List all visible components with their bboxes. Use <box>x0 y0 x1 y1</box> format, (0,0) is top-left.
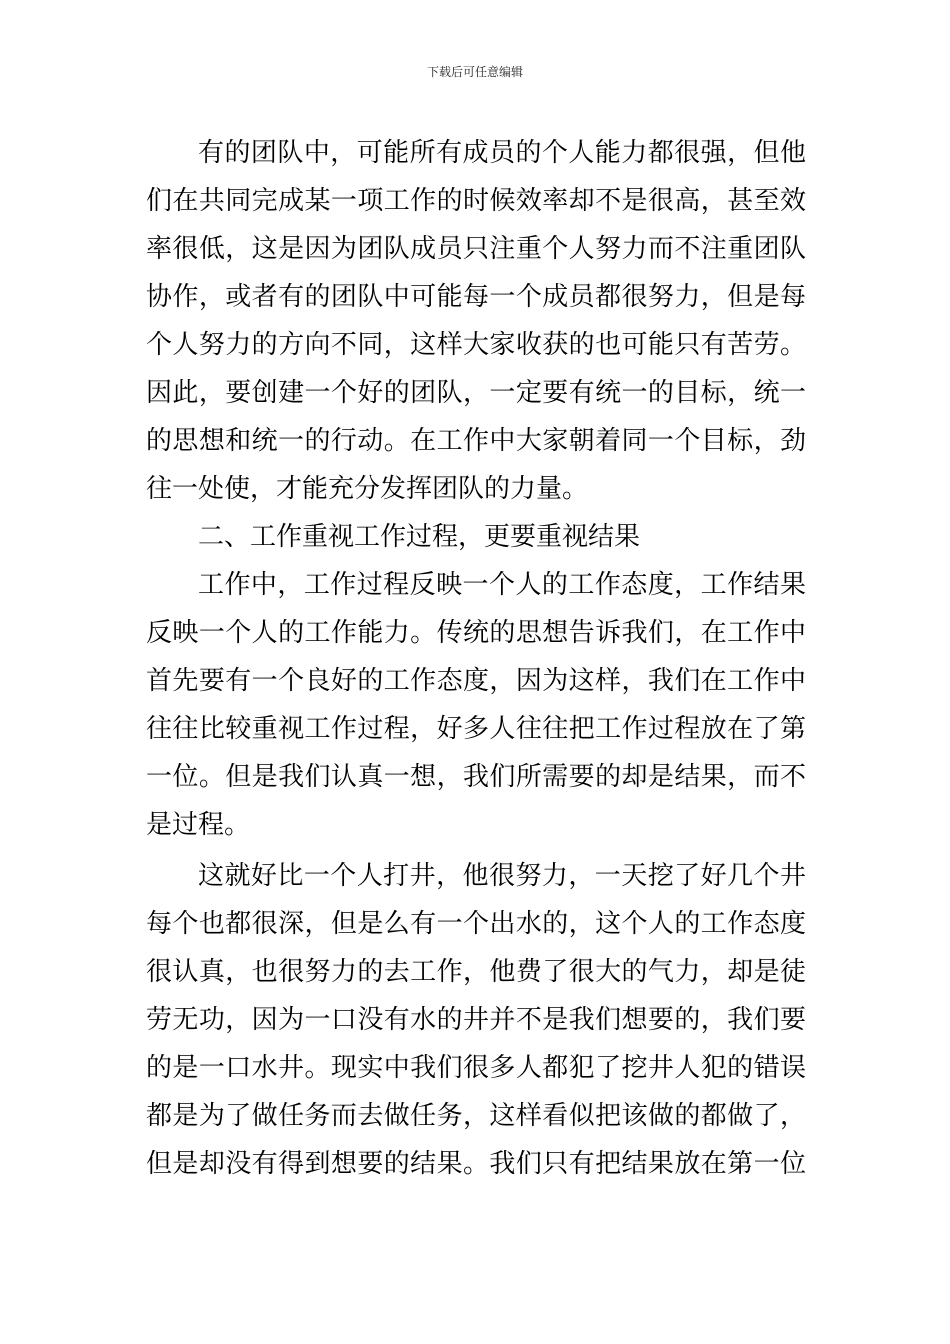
paragraph-line: 首先要有一个良好的工作态度，因为这样，我们在工作中 <box>146 666 806 696</box>
paragraph-line: 往往比较重视工作过程，好多人往往把工作过程放在了第 <box>146 714 806 744</box>
paragraph-line: 但是却没有得到想要的结果。我们只有把结果放在第一位 <box>146 1149 806 1179</box>
paragraph-line: 们在共同完成某一项工作的时候效率却不是很高，甚至效 <box>146 186 806 216</box>
paragraph-line: 是过程。 <box>146 810 251 840</box>
paragraph-line: 劳无功，因为一口没有水的井并不是我们想要的，我们要 <box>146 1005 806 1035</box>
paragraph-line: 这就好比一个人打井，他很努力，一天挖了好几个井 <box>198 861 806 891</box>
paragraph-line: 反映一个人的工作能力。传统的思想告诉我们，在工作中 <box>146 618 806 648</box>
paragraph-line: 因此，要创建一个好的团队，一定要有统一的目标，统一 <box>146 378 806 408</box>
section-heading <box>146 513 806 561</box>
paragraph-3 <box>146 852 806 1188</box>
paragraph-line: 个人努力的方向不同，这样大家收获的也可能只有苦劳。 <box>146 330 806 360</box>
page-header: 下载后可任意编辑 <box>426 65 523 79</box>
paragraph-line: 的思想和统一的行动。在工作中大家朝着同一个目标，劲 <box>146 426 806 456</box>
paragraph-line: 很认真，也很努力的去工作，他费了很大的气力，却是徒 <box>146 957 806 987</box>
document-body <box>146 128 806 1188</box>
paragraph-line: 往一处使，才能充分发挥团队的力量。 <box>146 474 589 504</box>
paragraph-2 <box>146 561 806 849</box>
paragraph-line: 率很低，这是因为团队成员只注重个人努力而不注重团队 <box>146 234 806 264</box>
section-heading-text: 二、工作重视工作过程，更要重视结果 <box>198 522 641 552</box>
paragraph-1 <box>146 129 806 513</box>
paragraph-line: 一位。但是我们认真一想，我们所需要的却是结果，而不 <box>146 762 806 792</box>
paragraph-line: 有的团队中，可能所有成员的个人能力都很强，但他 <box>198 138 806 168</box>
paragraph-line: 工作中，工作过程反映一个人的工作态度，工作结果 <box>198 570 806 600</box>
paragraph-line: 每个也都很深，但是么有一个出水的，这个人的工作态度 <box>146 909 806 939</box>
paragraph-line: 都是为了做任务而去做任务，这样看似把该做的都做了， <box>146 1101 806 1131</box>
paragraph-line: 的是一口水井。现实中我们很多人都犯了挖井人犯的错误 <box>146 1053 806 1083</box>
paragraph-line: 协作，或者有的团队中可能每一个成员都很努力，但是每 <box>146 282 806 312</box>
